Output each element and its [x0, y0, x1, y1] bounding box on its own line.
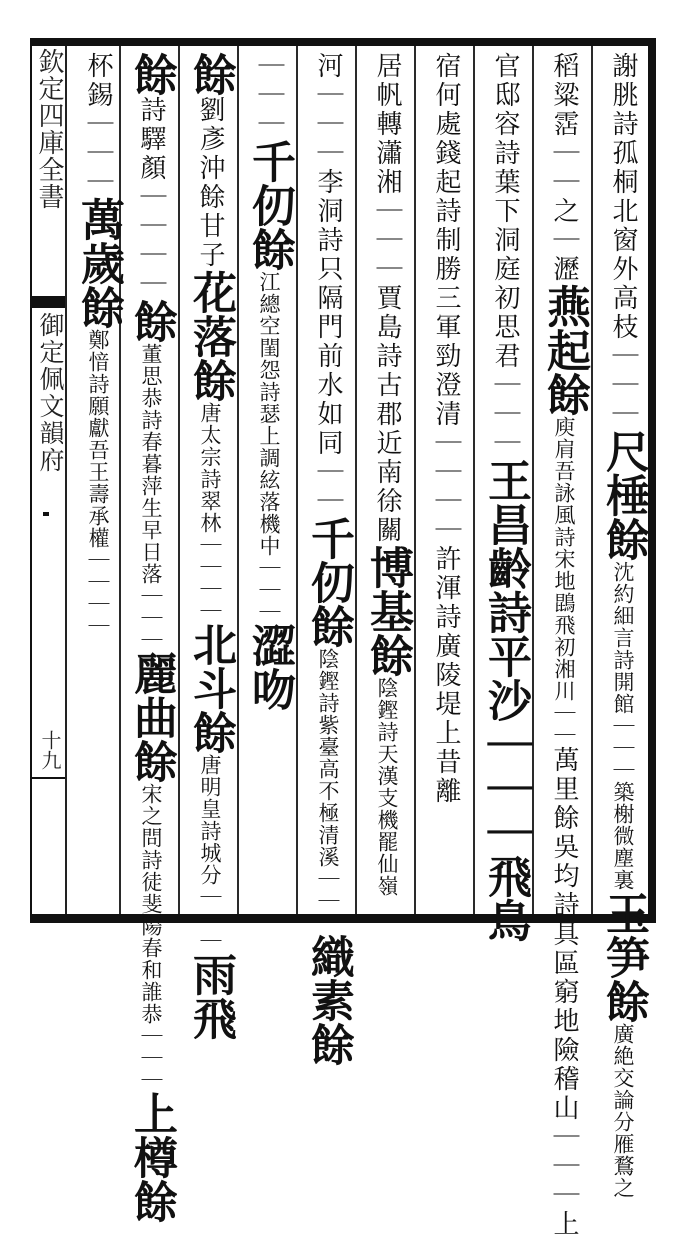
fish-tail-mark: [32, 296, 65, 306]
text-column-6: [300, 52, 356, 1066]
entry-headword: 王昌齡詩平沙｜｜｜飛鳥: [480, 458, 531, 942]
entry-headword: 尺棰餘: [598, 429, 649, 561]
margin-dot: [43, 512, 49, 516]
entry-headword: 餘: [185, 52, 236, 96]
text-column-8: [182, 52, 238, 1040]
margin-book-title: 御定佩文韻府: [36, 312, 65, 474]
entry-headword: 玉笋餘: [598, 891, 649, 1023]
entry-headword: 博基餘: [362, 545, 413, 677]
margin-collection-title: 欽定四庫全書: [34, 48, 64, 210]
column-text: 宿何處錢起詩制勝三軍勁澄清｜｜｜｜許渾詩廣陵堤上昔離: [431, 52, 461, 806]
column-text: 謝朓詩孤桐北窗外高枝｜｜｜尺棰餘沈約細言詩開館｜｜｜築榭微塵裏玉笋餘廣絶交論分雁鶩之: [598, 52, 649, 1199]
entry-headword: 燕起餘: [539, 284, 590, 416]
entry-headword: 千仞餘: [303, 516, 354, 648]
entry-headword: 澀吻: [244, 623, 295, 711]
margin-page-number: 十九: [38, 730, 62, 770]
text-column-10: [70, 52, 126, 908]
annotation: 董思恭詩春暮萍生早日落｜｜｜: [139, 343, 163, 651]
entry-headword: 餘: [126, 299, 177, 343]
column-text: 杯錫｜｜｜萬歲餘鄭愔詩願獻吾王壽承權｜｜｜｜: [73, 52, 124, 637]
annotation: 江總空閨怨詩瑟上調絃落機中｜｜｜: [257, 271, 281, 623]
column-text: 官邸容詩葉下洞庭初思君｜｜｜王昌齡詩平沙｜｜｜飛鳥: [480, 52, 531, 942]
page-number-rule: [32, 777, 65, 779]
column-text: 餘詩驛顏｜｜｜｜餘董思恭詩春暮萍生早日落｜｜｜麗曲餘宋之問詩徒斐陽春和誰恭｜｜｜上樽餘: [126, 52, 177, 1223]
annotation: 唐太宗詩翠林｜｜｜｜: [198, 402, 222, 622]
column-text: 居帆轉瀟湘｜｜｜賈島詩古郡近南徐關博基餘陰鏗詩天漢支機罷仙嶺: [362, 52, 413, 897]
annotation: 庾肩吾詠風詩宋地鵾飛初湘川｜｜: [552, 416, 576, 746]
annotation: 沈約細言詩開館｜｜｜築榭微塵裏: [611, 561, 635, 891]
column-text: ｜｜｜千仞餘江總空閨怨詩瑟上調絃落機中｜｜｜澀吻: [244, 52, 295, 711]
column-text: 稻粱霑｜｜之｜瀝燕起餘庾肩吾詠風詩宋地鵾飛初湘川｜｜萬里餘吳均詩具區窮地險稽山｜｜｜上: [539, 52, 590, 1239]
frame-left-border: [30, 38, 32, 923]
annotation: 鄭愔詩願獻吾王壽承權｜｜｜｜: [86, 329, 110, 637]
column-text: 河｜｜｜李洞詩只隔門前水如同｜｜千仞餘陰鏗詩紫臺高不極清溪｜｜｜織素餘: [303, 52, 354, 1066]
entry-headword: 雨飛: [185, 952, 236, 1040]
annotation: 陰鏗詩天漢支機罷仙嶺: [375, 677, 399, 897]
entry-headword: 萬歲餘: [73, 197, 124, 329]
text-column-2: [536, 52, 592, 1239]
entry-headword: 花落餘: [185, 270, 236, 402]
text-column-7: [241, 52, 297, 908]
text-column-4: [418, 52, 474, 908]
annotation: 唐明皇詩城分｜｜｜: [198, 754, 222, 952]
margin-divider: [65, 46, 67, 914]
column-text: 餘劉彥沖餘甘子花落餘唐太宗詩翠林｜｜｜｜北斗餘唐明皇詩城分｜｜｜雨飛: [185, 52, 236, 1040]
text-column-1: [595, 52, 651, 1199]
entry-headword: 麗曲餘: [126, 651, 177, 783]
entry-headword: 上樽餘: [126, 1091, 177, 1223]
fish-tail-mark-line: [32, 306, 65, 308]
annotation: 陰鏗詩紫臺高不極清溪｜｜｜: [316, 648, 340, 934]
text-column-5: [359, 52, 415, 908]
entry-headword: 織素餘: [303, 934, 354, 1066]
entry-headword: 北斗餘: [185, 622, 236, 754]
annotation: 廣絶交論分雁鶩之: [611, 1023, 635, 1199]
text-column-9: [123, 52, 179, 1223]
frame-top-border: [30, 38, 656, 46]
text-column-3: [477, 52, 533, 942]
entry-headword: 餘: [126, 52, 177, 96]
annotation: 宋之問詩徒斐陽春和誰恭｜｜｜: [139, 783, 163, 1091]
entry-headword: 千仞餘: [244, 139, 295, 271]
